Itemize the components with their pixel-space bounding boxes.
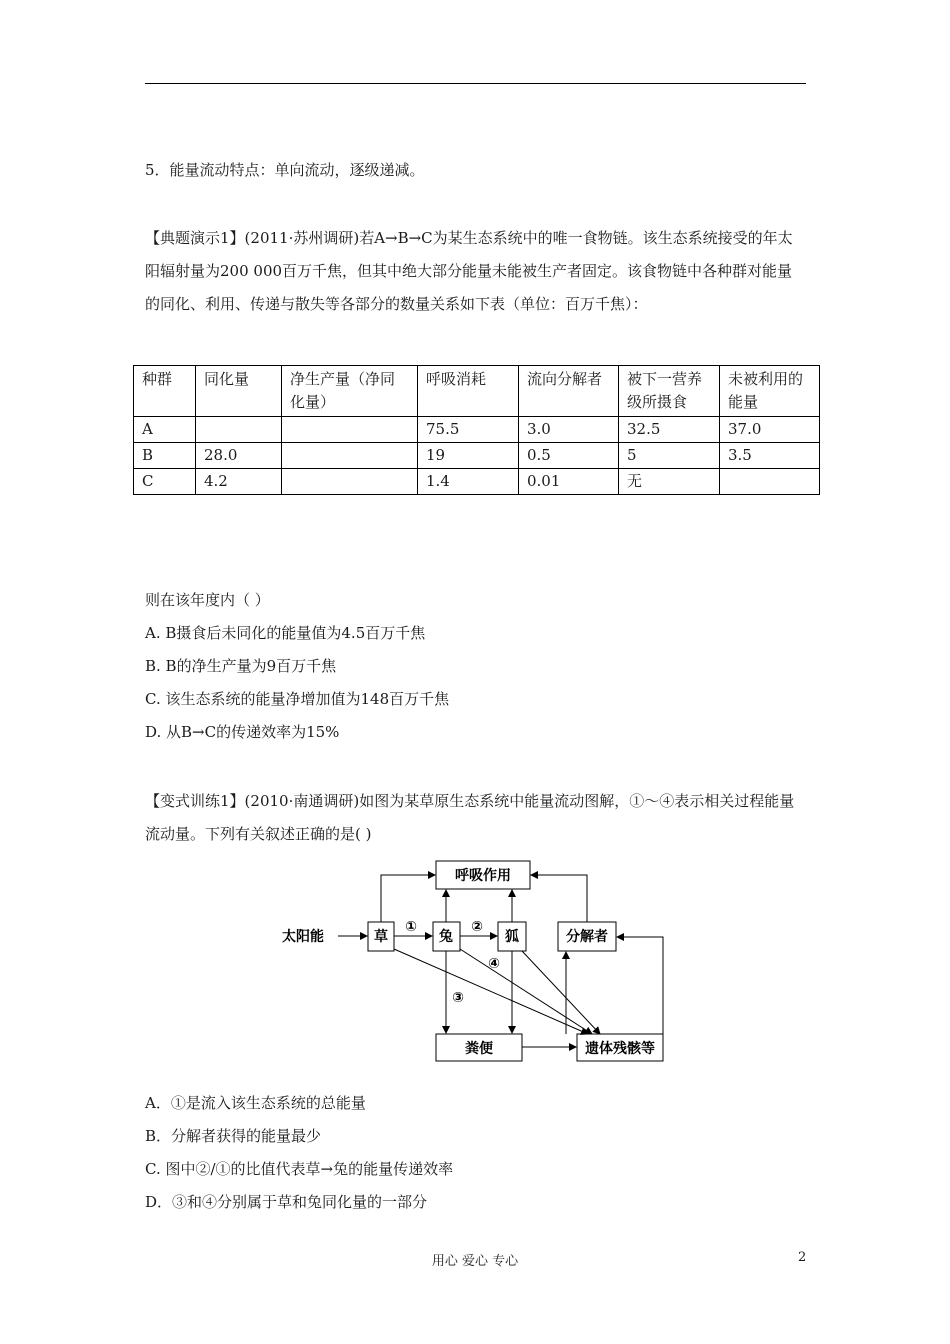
table-cell <box>196 417 282 443</box>
table-cell: 19 <box>418 443 519 469</box>
example-1-text: 【典题演示1】(2011·苏州调研)若A→B→C为某生态系统中的唯一食物链。该生态系统接受的年太阳辐射量为200 000百万千焦，但其中绝大部分能量未能被生产者固定。该食物链中各种群对能量的同化、利用、传递与散失等各部分的数量关系如下表（单位：百万千焦）： <box>145 229 793 313</box>
option-b: B. B的净生产量为9百万千焦 <box>145 657 337 675</box>
remains-label: 遗体残骸等 <box>585 1041 655 1057</box>
respiration-label: 呼吸作用 <box>455 868 511 884</box>
decomposer-label: 分解者 <box>566 929 608 945</box>
table-cell: B <box>134 443 196 469</box>
header-cell: 净生产量（净同化量） <box>282 366 418 417</box>
flow-4-label: ④ <box>488 956 500 972</box>
table-cell: 3.5 <box>720 443 820 469</box>
question-1-stem: 则在该年度内（ ） <box>145 591 270 609</box>
grass-label: 草 <box>374 929 388 945</box>
variant-1-text: 【变式训练1】(2010·南通调研)如图为某草原生态系统中能量流动图解，①～④表示相关过程能量流动量。下列有关叙述正确的是( ) <box>145 792 795 843</box>
option-a: A. B摄食后未同化的能量值为4.5百万千焦 <box>145 624 426 642</box>
table-cell: 0.01 <box>519 469 619 495</box>
table-cell: 3.0 <box>519 417 619 443</box>
fox-label: 狐 <box>505 929 519 945</box>
table-cell: 5 <box>619 443 720 469</box>
table-cell: 37.0 <box>720 417 820 443</box>
table-row <box>134 443 820 469</box>
header-cell: 同化量 <box>196 366 282 417</box>
page-footer: 用心 爱心 专心 <box>431 1254 519 1269</box>
table-cell: 32.5 <box>619 417 720 443</box>
table-cell: A <box>134 417 196 443</box>
table-cell <box>282 443 418 469</box>
table-cell: 1.4 <box>418 469 519 495</box>
header-cell: 流向分解者 <box>519 366 619 417</box>
option2-c: C. 图中②/①的比值代表草→兔的能量传递效率 <box>145 1160 454 1178</box>
table-cell: 0.5 <box>519 443 619 469</box>
flow-1-label: ① <box>405 919 417 935</box>
option2-a: A．①是流入该生态系统的总能量 <box>145 1094 366 1112</box>
table-cell: C <box>134 469 196 495</box>
header-cell: 种群 <box>134 366 196 417</box>
flow-2-label: ② <box>471 919 483 935</box>
energy-table <box>133 365 820 495</box>
header-cell: 被下一营养级所摄食 <box>619 366 720 417</box>
table-cell: 无 <box>619 469 720 495</box>
table-cell: 4.2 <box>196 469 282 495</box>
header-rule <box>145 83 806 84</box>
option-c: C. 该生态系统的能量净增加值为148百万千焦 <box>145 690 450 708</box>
table-cell <box>282 417 418 443</box>
feces-label: 粪便 <box>465 1041 493 1057</box>
table-cell: 28.0 <box>196 443 282 469</box>
table-cell <box>720 469 820 495</box>
table-row <box>134 469 820 495</box>
header-cell: 呼吸消耗 <box>418 366 519 417</box>
table-header-row <box>134 366 820 417</box>
option-d: D. 从B→C的传递效率为15% <box>145 723 340 741</box>
point-5: 5．能量流动特点：单向流动，逐级递减。 <box>145 161 425 179</box>
table-cell: 75.5 <box>418 417 519 443</box>
rabbit-label: 兔 <box>439 929 453 945</box>
sun-label: 太阳能 <box>282 929 324 945</box>
flow-3-label: ③ <box>452 990 464 1006</box>
energy-flow-diagram <box>270 855 680 1070</box>
option2-d: D．③和④分别属于草和兔同化量的一部分 <box>145 1193 428 1211</box>
header-cell: 未被利用的能量 <box>720 366 820 417</box>
table-cell <box>282 469 418 495</box>
page-number: 2 <box>798 1250 807 1265</box>
table-row <box>134 417 820 443</box>
option2-b: B．分解者获得的能量最少 <box>145 1127 322 1145</box>
